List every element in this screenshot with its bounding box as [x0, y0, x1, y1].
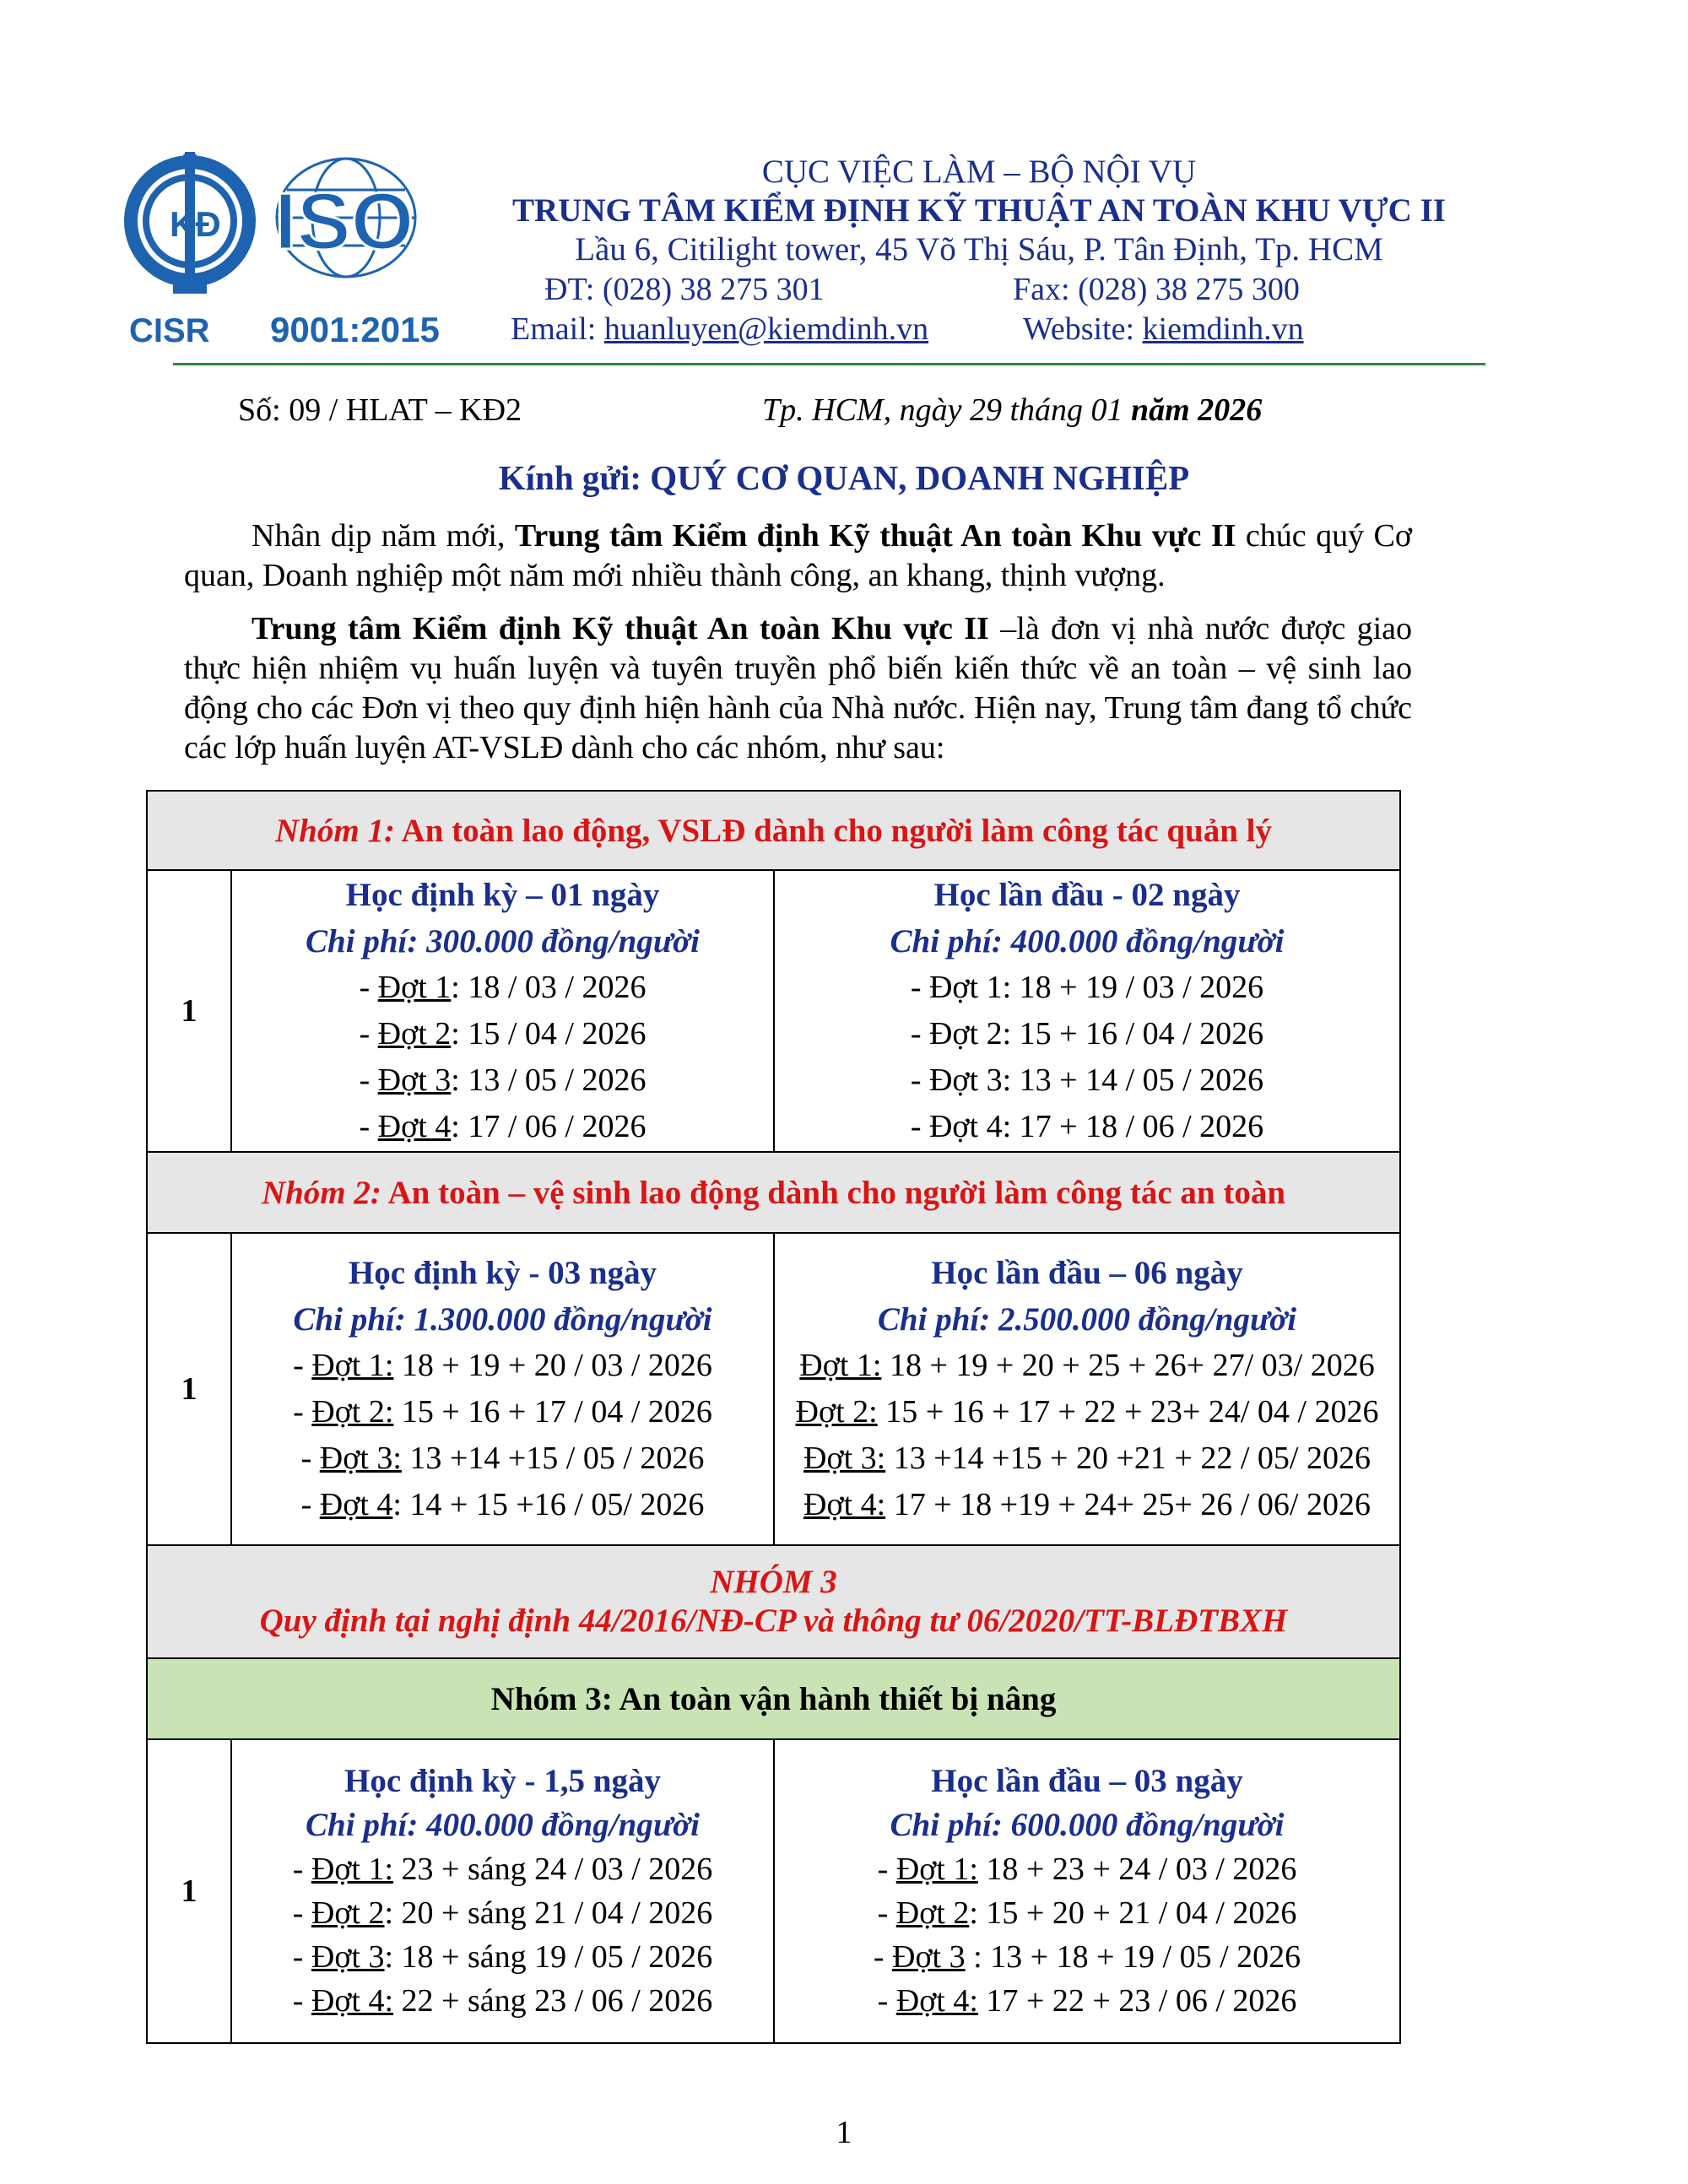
email-link[interactable]: huanluyen@kiemdinh.vn: [603, 311, 929, 347]
svg-text:ISO: ISO: [274, 176, 414, 267]
email-line: Email: huanluyen@kiemdinh.vn: [511, 311, 929, 347]
phone-line: ĐT: (028) 38 275 301: [544, 272, 825, 307]
course-title: Học định kỳ – 01 ngày: [345, 877, 660, 913]
course-title: Học định kỳ - 1,5 ngày: [344, 1763, 661, 1799]
page-number: 1: [836, 2115, 852, 2150]
course-title: Học lần đầu - 02 ngày: [933, 877, 1241, 913]
svg-text:KĐ: KĐ: [170, 204, 221, 244]
cisr-logo-icon: [122, 152, 443, 350]
session-item: - Đợt 1: 18 / 03 / 2026: [359, 970, 647, 1005]
header-rule: [173, 363, 1485, 365]
session-item: Đợt 2: 15 + 16 + 17 + 22 + 23+ 24/ 04 / 2026: [795, 1394, 1379, 1430]
svg-text:CISR: CISR: [129, 312, 210, 349]
course-cost: Chi phí: 2.500.000 đồng/người: [877, 1301, 1297, 1338]
group-3-row: [147, 1739, 1400, 2043]
course-cost: Chi phí: 600.000 đồng/người: [890, 1807, 1285, 1843]
session-item: - Đợt 1: 18 + 19 + 20 / 03 / 2026: [293, 1348, 712, 1383]
session-item: - Đợt 3: 13 +14 +15 / 05 / 2026: [300, 1441, 705, 1476]
document-date: Tp. HCM, ngày 29 tháng 01 năm 2026: [762, 392, 1263, 428]
group-3-header-row: [147, 1658, 1400, 1739]
address-line: Lầu 6, Citilight tower, 45 Võ Thị Sáu, P. Tân Định, Tp. HCM: [575, 231, 1383, 268]
row-number: 1: [147, 870, 231, 1152]
session-item: - Đợt 2: 20 + sáng 21 / 04 / 2026: [292, 1895, 713, 1931]
session-item: - Đợt 3: 13 + 14 / 05 / 2026: [910, 1062, 1264, 1098]
course-cost: Chi phí: 1.300.000 đồng/người: [293, 1301, 712, 1338]
svg-text:9001:2015: 9001:2015: [270, 310, 440, 349]
session-item: - Đợt 4: 17 / 06 / 2026: [359, 1109, 647, 1144]
group-2-header: Nhóm 2: An toàn – vệ sinh lao động dành cho người làm công tác an toàn: [147, 1152, 1400, 1233]
session-item: - Đợt 2: 15 + 16 / 04 / 2026: [910, 1016, 1264, 1051]
course-cost: Chi phí: 400.000 đồng/người: [890, 923, 1285, 960]
session-item: - Đợt 1: 23 + sáng 24 / 03 / 2026: [292, 1852, 713, 1887]
group-1-header-row: [147, 791, 1400, 870]
group-1-row: [147, 870, 1400, 1152]
group-3-periodic: [231, 1739, 774, 2043]
session-item: - Đợt 1: 18 + 23 + 24 / 03 / 2026: [877, 1852, 1297, 1887]
session-item: - Đợt 4: 22 + sáng 23 / 06 / 2026: [292, 1983, 713, 2019]
paragraph-intro: Trung tâm Kiểm định Kỹ thuật An toàn Khu vực II –là đơn vị nhà nước được giao thực hiện nhiệm vụ huấn luyện và tuyên truyền phổ biến kiến thức về an toàn – vệ sinh lao động cho các Đơn vị theo quy định hiện hành của Nhà nước. Hiện nay, Trung tâm đang tổ chức các lớp huấn luyện AT-VSLĐ dành cho các nhóm, như sau:: [184, 611, 1412, 765]
row-number: 1: [147, 1233, 231, 1545]
group-3-header: Nhóm 3: An toàn vận hành thiết bị nâng: [147, 1658, 1400, 1739]
course-title: Học lần đầu – 06 ngày: [931, 1255, 1243, 1291]
ministry-line: CỤC VIỆC LÀM – BỘ NỘI VỤ: [761, 154, 1197, 190]
session-item: - Đợt 3 : 13 + 18 + 19 / 05 / 2026: [873, 1939, 1301, 1975]
session-item: - Đợt 4: 17 + 22 + 23 / 06 / 2026: [877, 1983, 1297, 2019]
group-1-periodic: [231, 870, 774, 1152]
group-2-row: [147, 1233, 1400, 1545]
group-2-initial: [774, 1233, 1400, 1545]
group-2-header-row: [147, 1152, 1400, 1233]
salutation: Kính gửi: QUÝ CƠ QUAN, DOANH NGHIỆP: [498, 458, 1190, 497]
course-title: Học định kỳ - 03 ngày: [348, 1255, 657, 1291]
course-cost: Chi phí: 400.000 đồng/người: [306, 1807, 700, 1843]
fax-line: Fax: (028) 38 275 300: [1013, 272, 1300, 307]
website-line: Website: kiemdinh.vn: [1023, 311, 1304, 347]
session-item: Đợt 4: 17 + 18 +19 + 24+ 25+ 26 / 06/ 2026: [803, 1487, 1371, 1522]
group-3-initial: [774, 1739, 1400, 2043]
logos: [122, 152, 443, 350]
session-item: - Đợt 2: 15 + 16 + 17 / 04 / 2026: [293, 1394, 712, 1430]
course-title: Học lần đầu – 03 ngày: [931, 1763, 1243, 1799]
schedule-table: [146, 790, 1401, 2044]
session-item: - Đợt 2: 15 / 04 / 2026: [359, 1016, 647, 1051]
session-item: - Đợt 4: 14 + 15 +16 / 05/ 2026: [300, 1487, 705, 1522]
document-number: Số: 09 / HLAT – KĐ2: [238, 392, 522, 428]
session-item: - Đợt 1: 18 + 19 / 03 / 2026: [910, 970, 1264, 1005]
row-number: 1: [147, 1739, 231, 2043]
group-2-periodic: [231, 1233, 774, 1545]
group-1-header: Nhóm 1: An toàn lao động, VSLĐ dành cho người làm công tác quản lý: [147, 791, 1400, 870]
center-name: TRUNG TÂM KIỂM ĐỊNH KỸ THUẬT AN TOÀN KHU VỰC II: [512, 192, 1446, 229]
website-link[interactable]: kiemdinh.vn: [1142, 311, 1304, 347]
group-1-initial: [774, 870, 1400, 1152]
course-cost: Chi phí: 300.000 đồng/người: [306, 923, 700, 960]
session-item: - Đợt 3: 18 + sáng 19 / 05 / 2026: [292, 1939, 713, 1975]
session-item: - Đợt 3: 13 / 05 / 2026: [359, 1062, 647, 1098]
session-item: - Đợt 2: 15 + 20 + 21 / 04 / 2026: [877, 1895, 1297, 1931]
group-3-banner: NHÓM 3 Quy định tại nghị định 44/2016/NĐ-CP và thông tư 06/2020/TT-BLĐTBXH: [147, 1545, 1400, 1658]
session-item: - Đợt 4: 17 + 18 / 06 / 2026: [910, 1109, 1264, 1144]
paragraph-greeting: Nhân dịp năm mới, Trung tâm Kiểm định Kỹ thuật An toàn Khu vực II chúc quý Cơ quan, Doanh nghiệp một năm mới nhiều thành công, an khang, thịnh vượng.: [184, 518, 1412, 593]
session-item: Đợt 1: 18 + 19 + 20 + 25 + 26+ 27/ 03/ 2026: [799, 1348, 1375, 1383]
session-item: Đợt 3: 13 +14 +15 + 20 +21 + 22 / 05/ 2026: [803, 1441, 1371, 1476]
group-3-banner-row: [147, 1545, 1400, 1658]
